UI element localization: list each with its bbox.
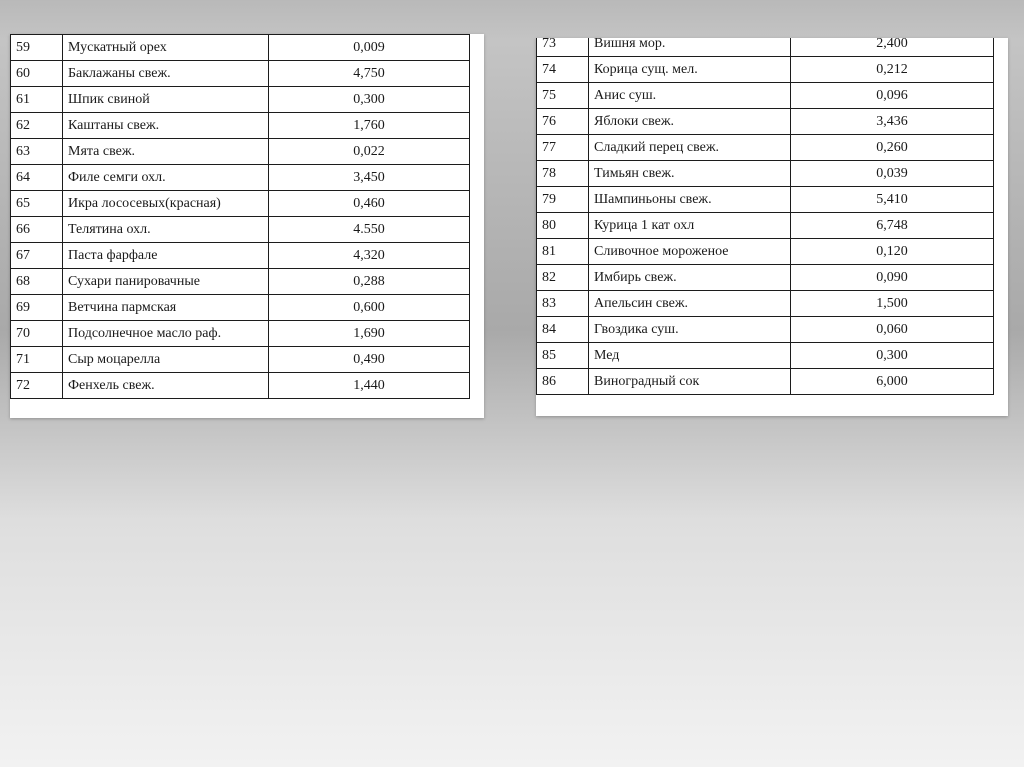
product-name: Курица 1 кат охл <box>589 213 791 239</box>
product-quantity: 0,009 <box>269 35 470 61</box>
product-name: Икра лососевых(красная) <box>63 191 269 217</box>
row-number: 70 <box>11 321 63 347</box>
product-quantity: 0,300 <box>269 87 470 113</box>
product-name: Яблоки свеж. <box>589 109 791 135</box>
left-table-sheet <box>10 34 484 418</box>
row-number: 73 <box>537 38 589 57</box>
table-row <box>537 343 994 369</box>
product-name: Паста фарфале <box>63 243 269 269</box>
row-number: 62 <box>11 113 63 139</box>
table-row <box>537 187 994 213</box>
row-number: 82 <box>537 265 589 291</box>
row-number: 59 <box>11 35 63 61</box>
product-name: Сладкий перец свеж. <box>589 135 791 161</box>
row-number: 63 <box>11 139 63 165</box>
product-name: Имбирь свеж. <box>589 265 791 291</box>
table-row <box>537 291 994 317</box>
table-row <box>537 135 994 161</box>
product-quantity: 0,600 <box>269 295 470 321</box>
product-quantity: 5,410 <box>791 187 994 213</box>
table-row <box>11 217 470 243</box>
table-row <box>537 239 994 265</box>
product-quantity: 0,039 <box>791 161 994 187</box>
table-row <box>11 113 470 139</box>
product-name: Фенхель свеж. <box>63 373 269 399</box>
table-row <box>11 373 470 399</box>
product-quantity: 0,060 <box>791 317 994 343</box>
table-row <box>11 191 470 217</box>
product-name: Шпик свиной <box>63 87 269 113</box>
table-row <box>11 347 470 373</box>
product-quantity: 0,490 <box>269 347 470 373</box>
row-number: 81 <box>537 239 589 265</box>
row-number: 74 <box>537 57 589 83</box>
product-quantity: 2,400 <box>791 38 994 57</box>
table-row <box>11 165 470 191</box>
table-row <box>11 35 470 61</box>
product-name: Сыр моцарелла <box>63 347 269 373</box>
row-number: 65 <box>11 191 63 217</box>
product-name: Ветчина пармская <box>63 295 269 321</box>
product-name: Каштаны свеж. <box>63 113 269 139</box>
row-number: 69 <box>11 295 63 321</box>
table-row <box>537 38 994 57</box>
row-number: 75 <box>537 83 589 109</box>
row-number: 84 <box>537 317 589 343</box>
product-name: Филе семги охл. <box>63 165 269 191</box>
product-name: Сухари панировачные <box>63 269 269 295</box>
row-number: 72 <box>11 373 63 399</box>
row-number: 76 <box>537 109 589 135</box>
product-quantity: 0,212 <box>791 57 994 83</box>
table-row <box>537 109 994 135</box>
row-number: 79 <box>537 187 589 213</box>
table-row <box>11 87 470 113</box>
row-number: 67 <box>11 243 63 269</box>
table-row <box>537 161 994 187</box>
right-table-sheet <box>536 38 1008 416</box>
product-quantity: 6,000 <box>791 369 994 395</box>
row-number: 78 <box>537 161 589 187</box>
table-row <box>537 57 994 83</box>
row-number: 80 <box>537 213 589 239</box>
product-quantity: 0,260 <box>791 135 994 161</box>
product-name: Мускатный орех <box>63 35 269 61</box>
table-row <box>11 295 470 321</box>
product-quantity: 0,090 <box>791 265 994 291</box>
table-row <box>537 83 994 109</box>
table-row <box>537 317 994 343</box>
product-name: Корица сущ. мел. <box>589 57 791 83</box>
right-products-table <box>536 38 994 395</box>
row-number: 86 <box>537 369 589 395</box>
row-number: 77 <box>537 135 589 161</box>
product-quantity: 1,440 <box>269 373 470 399</box>
product-name: Мята свеж. <box>63 139 269 165</box>
table-row <box>537 369 994 395</box>
product-quantity: 4,320 <box>269 243 470 269</box>
product-quantity: 0,120 <box>791 239 994 265</box>
table-row <box>11 243 470 269</box>
row-number: 60 <box>11 61 63 87</box>
row-number: 71 <box>11 347 63 373</box>
product-name: Гвоздика суш. <box>589 317 791 343</box>
row-number: 64 <box>11 165 63 191</box>
product-quantity: 0,460 <box>269 191 470 217</box>
product-name: Телятина охл. <box>63 217 269 243</box>
product-name: Тимьян свеж. <box>589 161 791 187</box>
product-quantity: 0,300 <box>791 343 994 369</box>
product-quantity: 0,096 <box>791 83 994 109</box>
product-quantity: 6,748 <box>791 213 994 239</box>
row-number: 85 <box>537 343 589 369</box>
product-quantity: 3,450 <box>269 165 470 191</box>
product-name: Сливочное мороженое <box>589 239 791 265</box>
product-name: Баклажаны свеж. <box>63 61 269 87</box>
row-number: 83 <box>537 291 589 317</box>
product-name: Анис суш. <box>589 83 791 109</box>
table-row <box>11 321 470 347</box>
product-name: Апельсин свеж. <box>589 291 791 317</box>
row-number: 61 <box>11 87 63 113</box>
product-name: Виноградный сок <box>589 369 791 395</box>
product-quantity: 1,760 <box>269 113 470 139</box>
product-quantity: 4,750 <box>269 61 470 87</box>
left-products-table <box>10 34 470 399</box>
product-name: Мед <box>589 343 791 369</box>
table-row <box>11 269 470 295</box>
product-quantity: 1,500 <box>791 291 994 317</box>
row-number: 68 <box>11 269 63 295</box>
table-row <box>11 61 470 87</box>
table-row <box>537 265 994 291</box>
table-row <box>537 213 994 239</box>
product-quantity: 0,022 <box>269 139 470 165</box>
product-name: Подсолнечное масло раф. <box>63 321 269 347</box>
product-quantity: 1,690 <box>269 321 470 347</box>
table-row <box>11 139 470 165</box>
row-number: 66 <box>11 217 63 243</box>
product-name: Вишня мор. <box>589 38 791 57</box>
product-quantity: 4.550 <box>269 217 470 243</box>
product-quantity: 3,436 <box>791 109 994 135</box>
product-name: Шампиньоны свеж. <box>589 187 791 213</box>
product-quantity: 0,288 <box>269 269 470 295</box>
